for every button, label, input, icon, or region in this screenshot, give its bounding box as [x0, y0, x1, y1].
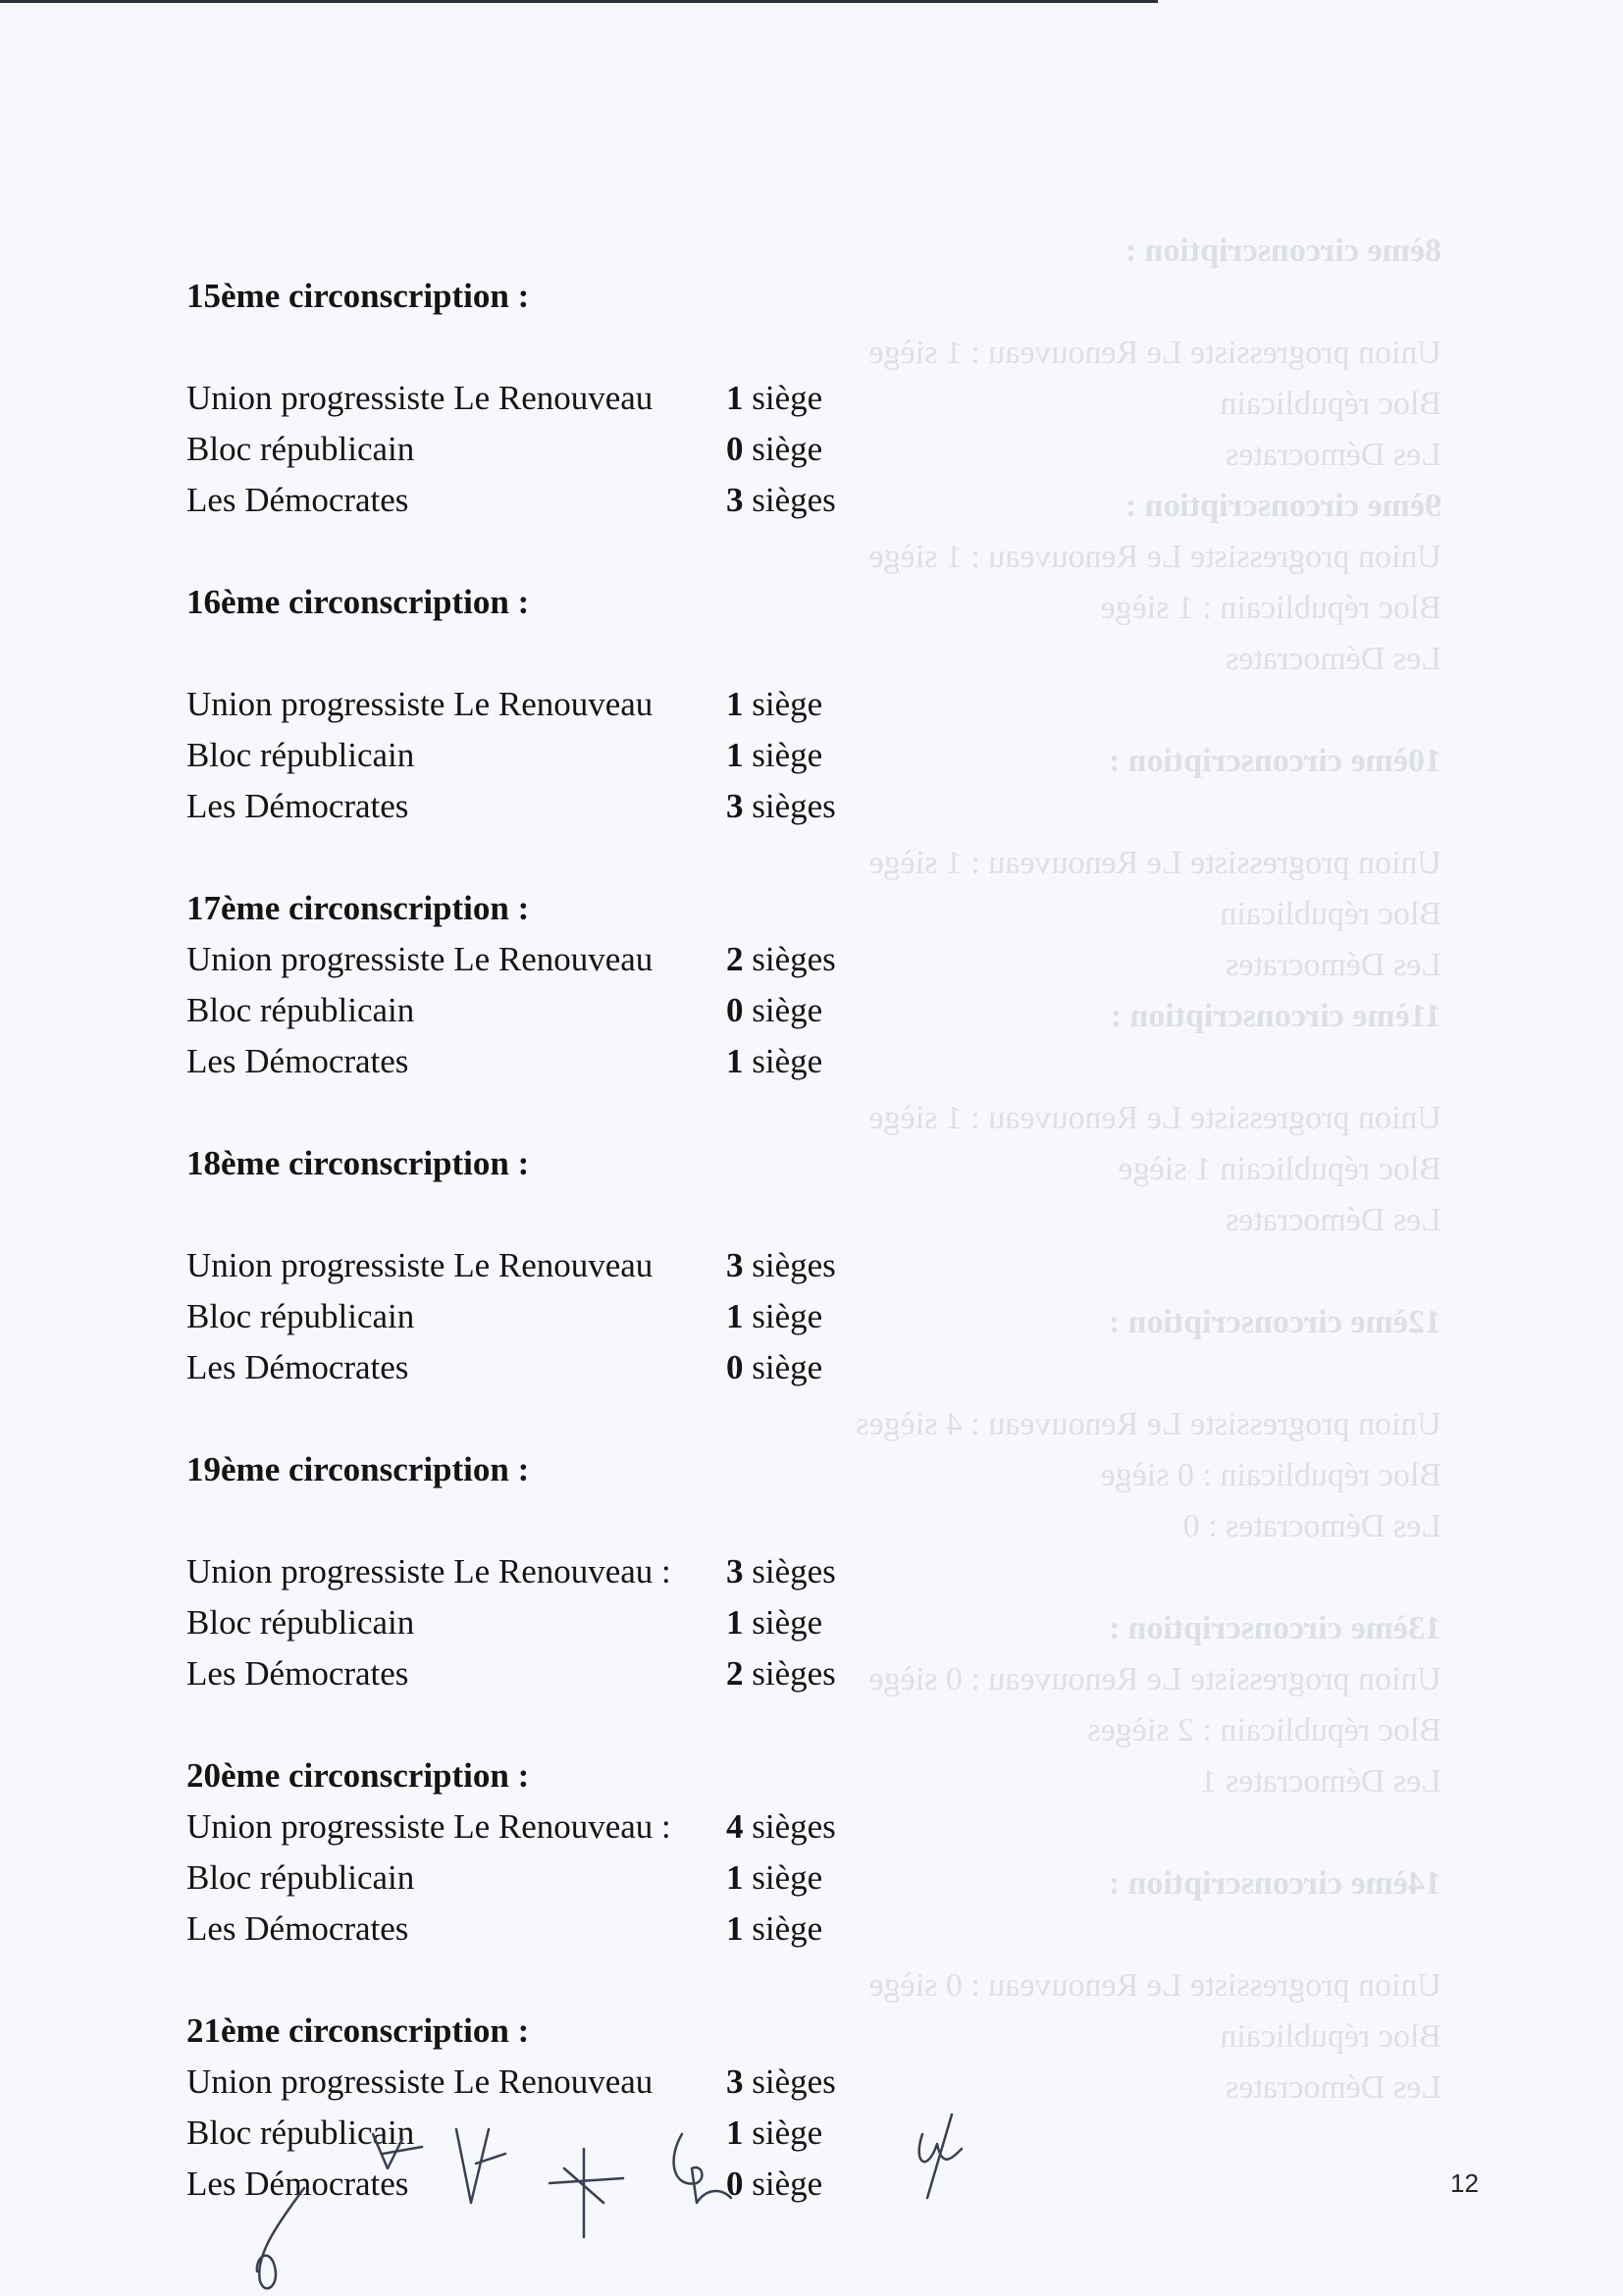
seat-number: 0	[726, 430, 744, 468]
party-name: Les Démocrates	[186, 1348, 409, 1386]
seat-number: 3	[726, 1246, 744, 1284]
party-name: Union progressiste Le Renouveau :	[186, 1807, 671, 1846]
seat-count	[726, 934, 932, 985]
seat-row	[186, 1342, 932, 1393]
seat-count	[726, 1546, 932, 1597]
seat-unit: siège	[752, 1858, 823, 1897]
seat-row	[186, 475, 932, 526]
circonscription-heading: 18ème circonscription :	[186, 1144, 530, 1182]
seat-count	[726, 1852, 932, 1904]
circonscription-block	[186, 271, 932, 526]
handwritten-signatures	[236, 2110, 1021, 2296]
seat-number: 1	[726, 1042, 744, 1080]
circonscription-heading: 17ème circonscription :	[186, 889, 530, 927]
seat-count	[726, 1240, 932, 1291]
seat-row	[186, 373, 932, 424]
party-name: Bloc républicain	[186, 1858, 415, 1897]
seat-count	[726, 1597, 932, 1648]
bleed-line: Les Démocrates	[1226, 2069, 1441, 2106]
seat-unit: siège	[752, 685, 823, 723]
seat-count	[726, 730, 932, 781]
seat-unit: siège	[752, 1348, 823, 1386]
seat-row	[186, 985, 932, 1036]
bleed-line: Bloc républicain	[1220, 896, 1441, 932]
seat-row	[186, 1036, 932, 1087]
seat-number: 1	[726, 379, 744, 417]
seat-row	[186, 1597, 932, 1648]
party-name: Les Démocrates	[186, 2165, 409, 2203]
seat-row	[186, 1801, 932, 1852]
seat-row	[186, 934, 932, 985]
seat-count	[726, 1036, 932, 1087]
seat-row	[186, 1546, 932, 1597]
party-name: Bloc républicain	[186, 2113, 415, 2152]
signature-3	[456, 2129, 505, 2203]
bleed-line: Bloc républicain	[1220, 386, 1441, 422]
bleed-line: 8ème circonscription :	[1125, 233, 1441, 269]
circonscription-heading: 15ème circonscription :	[186, 277, 530, 315]
seat-unit: sièges	[752, 940, 836, 978]
seat-number: 0	[726, 991, 744, 1029]
seat-unit: siège	[752, 2113, 823, 2152]
seat-count	[726, 679, 932, 730]
signature-5	[674, 2134, 731, 2203]
seat-number: 3	[726, 787, 744, 825]
party-name: Union progressiste Le Renouveau	[186, 940, 654, 978]
seat-count	[726, 1648, 932, 1699]
seat-number: 3	[726, 481, 744, 519]
seat-count	[726, 1291, 932, 1342]
seat-unit: siège	[752, 1297, 823, 1335]
seat-number: 1	[726, 1297, 744, 1335]
seat-unit: siège	[752, 430, 823, 468]
party-name: Les Démocrates	[186, 1042, 409, 1080]
seat-number: 3	[726, 2062, 744, 2101]
bleed-line: Bloc républicain : 0 siège	[1100, 1457, 1441, 1493]
party-name: Bloc républicain	[186, 1603, 415, 1642]
seat-number: 0	[726, 1348, 744, 1386]
signature-4	[550, 2149, 623, 2237]
seat-unit: sièges	[752, 1807, 836, 1846]
seat-unit: sièges	[752, 1246, 836, 1284]
seat-number: 1	[726, 1858, 744, 1897]
seat-unit: siège	[752, 379, 823, 417]
document-body	[186, 271, 932, 2261]
seat-unit: sièges	[752, 1654, 836, 1693]
seat-row	[186, 1648, 932, 1699]
seat-number: 1	[726, 1909, 744, 1948]
bleed-line: 9ème circonscription :	[1125, 488, 1441, 524]
seat-unit: sièges	[752, 481, 836, 519]
circonscription-heading: 20ème circonscription :	[186, 1756, 530, 1795]
seat-unit: sièges	[752, 1552, 836, 1591]
seat-row	[186, 424, 932, 475]
bleed-line: Les Démocrates : 0	[1182, 1508, 1441, 1544]
seat-row	[186, 1291, 932, 1342]
seat-unit: siège	[752, 2165, 823, 2203]
party-name: Les Démocrates	[186, 1909, 409, 1948]
seat-unit: siège	[752, 736, 823, 774]
bleed-line: Les Démocrates	[1226, 437, 1441, 473]
bleed-line: Bloc républicain : 1 siège	[1100, 590, 1441, 626]
bleed-line: Union progressiste Le Renouveau : 0 siège	[868, 1661, 1441, 1697]
seat-unit: siège	[752, 991, 823, 1029]
seat-number: 1	[726, 1603, 744, 1642]
party-name: Les Démocrates	[186, 1654, 409, 1693]
page-number: 12	[1450, 2168, 1479, 2198]
bleed-line: 14ème circonscription :	[1108, 1865, 1441, 1902]
party-name: Union progressiste Le Renouveau	[186, 685, 654, 723]
party-name: Bloc républicain	[186, 430, 415, 468]
party-name: Bloc républicain	[186, 1297, 415, 1335]
bleed-line: Les Démocrates	[1226, 641, 1441, 677]
party-name: Bloc républicain	[186, 991, 415, 1029]
seat-number: 3	[726, 1552, 744, 1591]
circonscription-heading: 19ème circonscription :	[186, 1450, 530, 1488]
seat-count	[726, 1904, 932, 1955]
signature-6	[919, 2114, 962, 2198]
seat-count	[726, 2057, 932, 2108]
seat-number: 2	[726, 940, 744, 978]
party-name: Union progressiste Le Renouveau	[186, 1246, 654, 1284]
party-name: Union progressiste Le Renouveau :	[186, 1552, 671, 1591]
seat-count	[726, 985, 932, 1036]
seat-number: 4	[726, 1807, 744, 1846]
circonscription-heading: 21ème circonscription :	[186, 2011, 530, 2050]
seat-unit: sièges	[752, 787, 836, 825]
seat-row	[186, 2057, 932, 2108]
seat-count	[726, 1342, 932, 1393]
bleed-line: Les Démocrates	[1226, 1202, 1441, 1238]
seat-number: 2	[726, 1654, 744, 1693]
party-name: Les Démocrates	[186, 787, 409, 825]
party-name: Union progressiste Le Renouveau	[186, 379, 654, 417]
bleed-line: 12ème circonscription :	[1108, 1304, 1441, 1340]
seat-count	[726, 475, 932, 526]
circonscription-block	[186, 1138, 932, 1393]
bleed-line: Union progressiste Le Renouveau : 1 siège	[868, 539, 1441, 575]
top-edge-rule	[0, 0, 1158, 3]
circonscription-block	[186, 1750, 932, 1955]
bleed-line: Union progressiste Le Renouveau : 1 siège	[868, 845, 1441, 881]
bleed-line: 11ème circonscription :	[1110, 998, 1441, 1034]
bleed-line: Bloc républicain : 2 sièges	[1087, 1712, 1441, 1748]
circonscription-block	[186, 577, 932, 832]
bleed-line: Union progressiste Le Renouveau : 4 sièges	[856, 1406, 1441, 1442]
seat-row	[186, 1240, 932, 1291]
seat-row	[186, 679, 932, 730]
party-name: Les Démocrates	[186, 481, 409, 519]
seat-number: 0	[726, 2165, 744, 2203]
bleed-line: 10ème circonscription :	[1108, 743, 1441, 779]
seat-unit: siège	[752, 1042, 823, 1080]
signature-1	[257, 2188, 304, 2288]
seat-count	[726, 424, 932, 475]
circonscription-heading: 16ème circonscription :	[186, 583, 530, 621]
seat-count	[726, 781, 932, 832]
seat-number: 1	[726, 736, 744, 774]
party-name: Bloc républicain	[186, 736, 415, 774]
seat-row	[186, 781, 932, 832]
seat-number: 1	[726, 685, 744, 723]
seat-row	[186, 730, 932, 781]
bleed-line: Union progressiste Le Renouveau : 0 siège	[868, 1967, 1441, 2004]
seat-number: 1	[726, 2113, 744, 2152]
circonscription-block	[186, 1444, 932, 1699]
bleed-line: 13ème circonscription :	[1108, 1610, 1441, 1646]
seat-row	[186, 1904, 932, 1955]
party-name: Union progressiste Le Renouveau	[186, 2062, 654, 2101]
bleed-line: Les Démocrates 1	[1200, 1763, 1441, 1800]
bleed-line: Union progressiste Le Renouveau : 1 siège	[868, 335, 1441, 371]
circonscription-block	[186, 883, 932, 1087]
seat-unit: sièges	[752, 2062, 836, 2101]
seat-count	[726, 1801, 932, 1852]
bleed-line: Union progressiste Le Renouveau : 1 siège	[868, 1100, 1441, 1136]
bleed-line: Les Démocrates	[1226, 947, 1441, 983]
bleed-line: Bloc républicain 1 siège	[1118, 1151, 1441, 1187]
seat-row	[186, 1852, 932, 1904]
bleed-line: Bloc républicain	[1220, 2018, 1441, 2055]
seat-unit: siège	[752, 1909, 823, 1948]
seat-unit: siège	[752, 1603, 823, 1642]
seat-count	[726, 373, 932, 424]
signature-2	[373, 2134, 422, 2168]
